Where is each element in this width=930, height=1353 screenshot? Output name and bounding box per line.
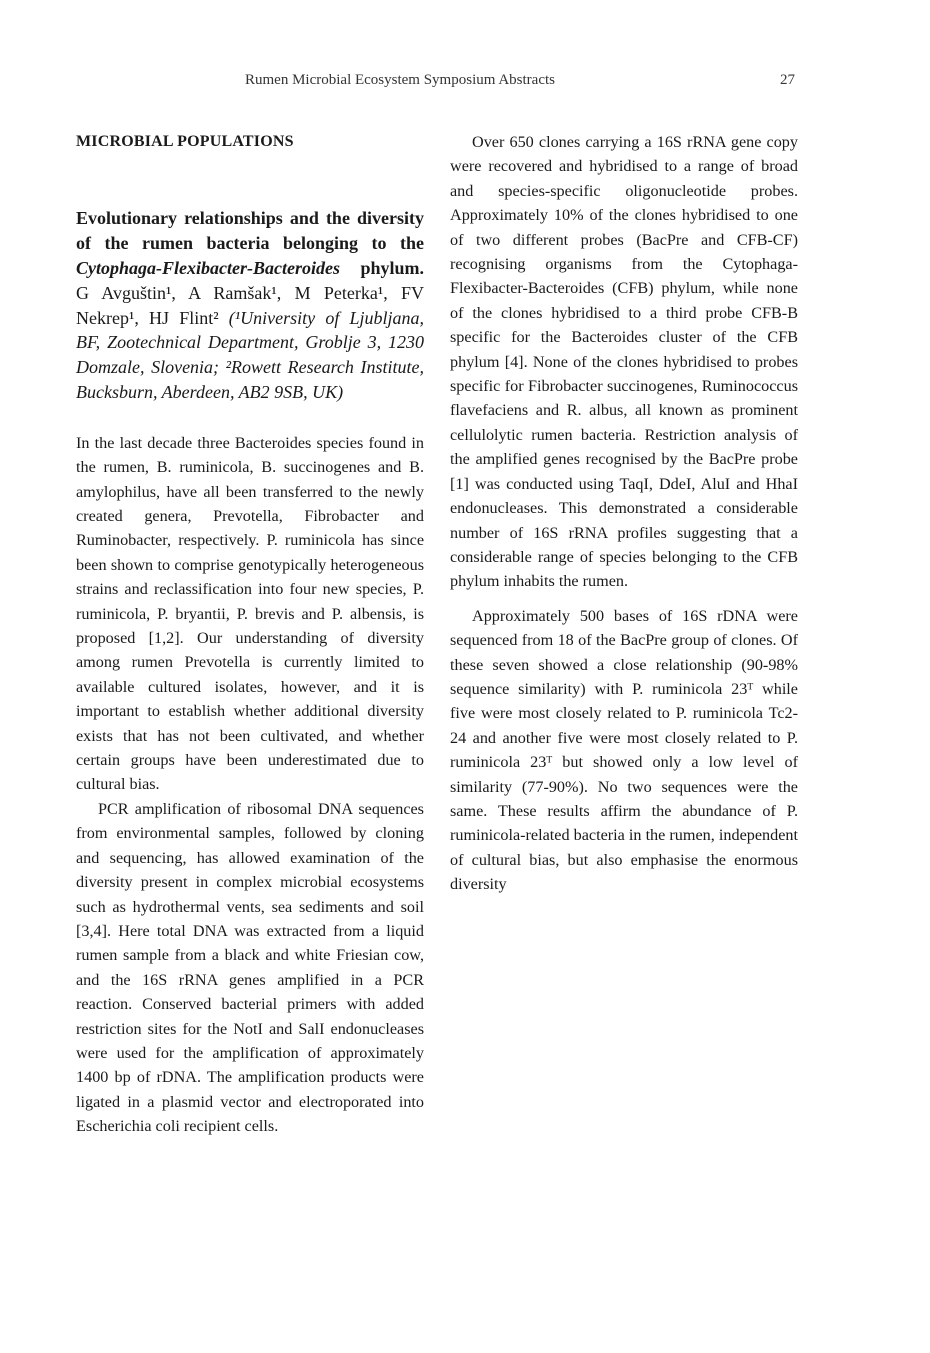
abstract-title-taxon: Cytophaga-Flexibacter-Bacteroides — [76, 258, 340, 278]
page-number: 27 — [780, 72, 795, 88]
abstract-title-end: phylum. — [339, 258, 424, 278]
abstract-title: Evolutionary relationships and the diversity of the rumen bacteria belonging to the — [76, 208, 424, 254]
paragraph-methods: PCR amplification of ribosomal DNA sequences from environmental samples, followed by cloning and sequencing, has allowed examination of the diversity present in complex microbial ecosystems such as hydrothermal vents, sea sediments and soil [3,4]. Here total DNA was extracted from a liquid rumen sample from a black and white Friesian cow, and the 16S rRNA genes amplified in a PCR reaction. Conserved bacterial primers with added restriction sites for the NotI and SalI endonucleases were used for the amplification of approximately 1400 bp of rDNA. The amplification products were ligated in a plasmid vector and electroporated into Escherichia coli recipient cells. — [76, 799, 424, 1136]
left-column — [76, 130, 424, 1139]
abstract-authors: G Avguštin¹, A Ramšak¹, M Peterka¹, FV Nekrep¹, HJ Flint² — [76, 282, 424, 328]
right-column — [450, 130, 798, 897]
abstract-heading — [76, 206, 424, 404]
running-head: Rumen Microbial Ecosystem Symposium Abstracts — [245, 72, 555, 88]
abstract-affiliations: (¹University of Ljubljana, BF, Zootechnical Department, Groblje 3, 1230 Domzale, Slovenia; ²Rowett Research Institute, Bucksburn, Aberdeen, AB2 9SB, UK) — [76, 307, 424, 402]
section-title: MICROBIAL POPULATIONS — [76, 133, 294, 150]
paragraph-intro: In the last decade three Bacteroides species found in the rumen, B. ruminicola, B. succinogenes and B. amylophilus, have all been transferred to the newly created genera, Prevotella, Fibrobacter and Ruminobacter, respectively. P. ruminicola has since been shown to comprise genotypically heterogeneous strains and reclassification into four new species, P. ruminicola, P. bryantii, P. brevis and P. albensis, is proposed [1,2]. Our understanding of diversity among rumen Prevotella is currently limited to available cultured isolates, however, and it is important to establish whether additional diversity exists that has not been cultivated, and whether certain groups have been underestimated due to cultural bias. — [76, 433, 424, 794]
paragraph-results-sequencing: Approximately 500 bases of 16S rDNA were sequenced from 18 of the BacPre group of clones. Of these seven showed a close relationship (90-98% sequence similarity) with P. ruminicola 23ᵀ while five were most closely related to P. ruminicola Tc2-24 and another five were most closely related to P. ruminicola 23ᵀ but showed only a low level of similarity (77-90%). No two sequences were the same. These results affirm the abundance of P. ruminicola-related bacteria in the rumen, independent of cultural bias, but also emphasise the enormous diversity — [450, 606, 798, 894]
paragraph-results-hybridisation: Over 650 clones carrying a 16S rRNA gene copy were recovered and hybridised to a range of broad and species-specific oligonucleotide probes. Approximately 10% of the clones hybridised to one of two different probes (BacPre and CFB-CF) recognising organisms from the Cytophaga-Flexibacter-Bacteroides (CFB) phylum, while none of the clones hybridised to a third probe CFB-B specific for the Bacteroides cluster of the CFB phylum [4]. None of the clones hybridised to probes specific for Fibrobacter succinogenes, Ruminococcus flavefaciens and R. albus, all known as prominent cellulolytic rumen bacteria. Restriction analysis of the amplified genes recognised by the BacPre probe [1] was conducted using TaqI, DdeI, AluI and HhaI endonucleases. This demonstrated a considerable number of 16S rRNA profiles suggesting that a considerable range of species belonging to the CFB phylum inhabits the rumen. — [450, 133, 798, 591]
